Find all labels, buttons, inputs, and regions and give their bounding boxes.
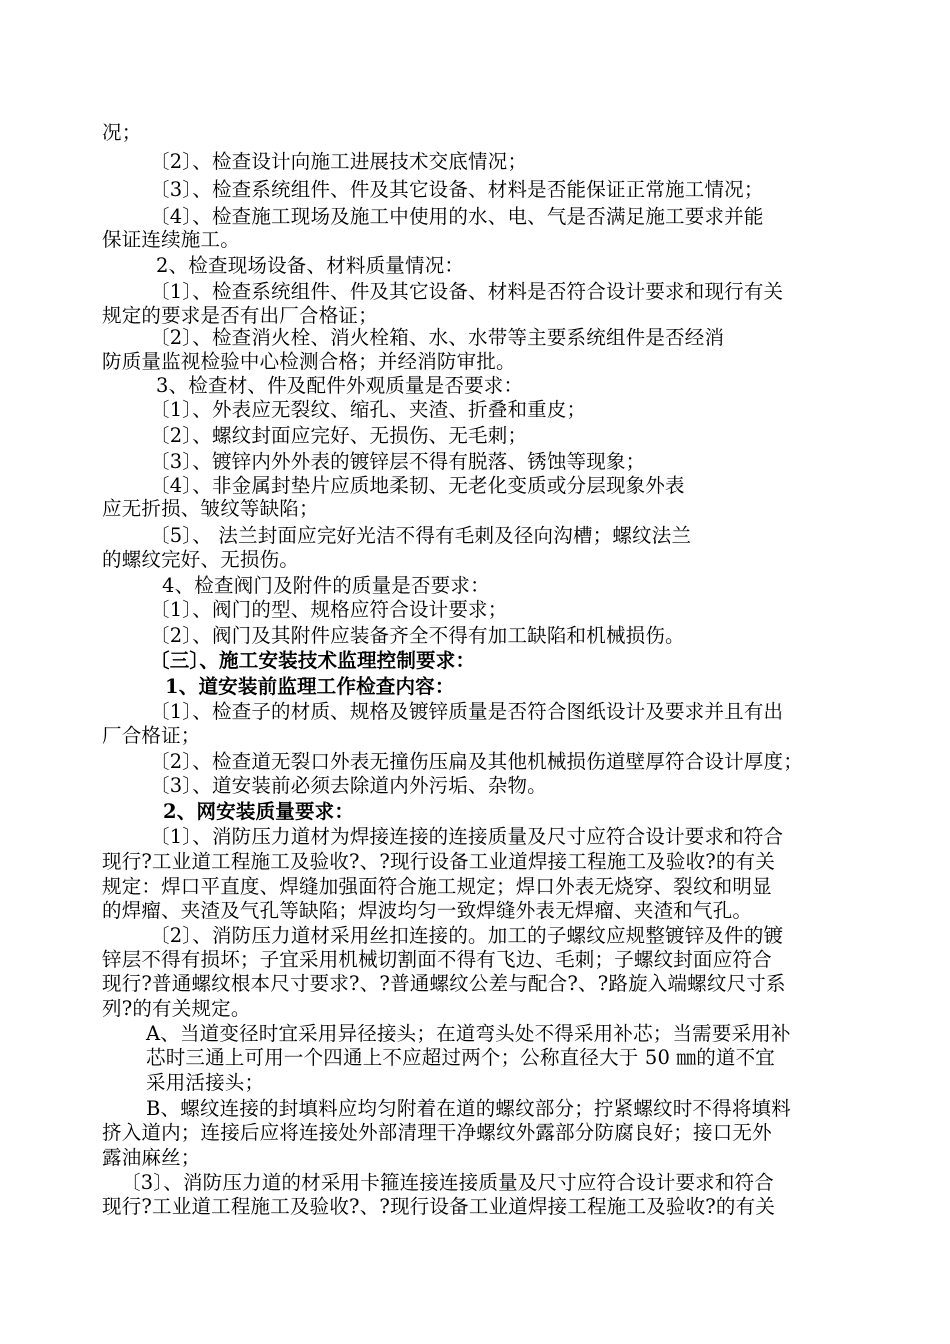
- text-line: 〔2〕、检查消火栓、消火栓箱、水、水带等主要系统组件是否经消: [150, 326, 725, 349]
- subsection-title: 1、道安装前监理工作检查内容：: [165, 675, 455, 698]
- text-line: 〔3〕、道安装前必须去除道内外污垢、杂物。: [150, 774, 547, 797]
- text-line: 〔2〕、检查设计向施工进展技术交底情况；: [150, 150, 528, 173]
- text-line: 露油麻丝；: [102, 1146, 201, 1169]
- text-line: A、当道变径时宜采用异径接头；在道弯头处不得采用补芯；当需要采用补: [146, 1022, 791, 1045]
- text-line: 现行?工业道工程施工及验收?、?现行设备工业道焊接工程施工及验收?的有关: [102, 1195, 776, 1218]
- section-heading: 2、检查现场设备、材料质量情况：: [156, 254, 465, 277]
- section-heading: 3、检查材、件及配件外观质量是否要求：: [156, 374, 524, 397]
- text-line: 保证连续施工。: [102, 228, 240, 251]
- text-line: 〔3〕、检查系统组件、件及其它设备、材料是否能保证正常施工情况；: [150, 178, 764, 201]
- text-line: 〔1〕、消防压力道材为焊接连接的连接质量及尺寸应符合设计要求和符合: [150, 825, 784, 848]
- text-line: 现行?普通螺纹根本尺寸要求?、?普通螺纹公差与配合?、?路旋入端螺纹尺寸系: [102, 972, 786, 995]
- text-line: 〔1〕、阀门的型、规格应符合设计要求；: [150, 598, 508, 621]
- text-line: 锌层不得有损坏；子宜采用机械切割面不得有飞边、毛刺；子螺纹封面应符合: [102, 948, 772, 971]
- section-title: 〔三〕、施工安装技术监理控制要求：: [150, 649, 476, 672]
- text-line: 列?的有关规定。: [102, 997, 251, 1020]
- text-line: 〔1〕、检查系统组件、件及其它设备、材料是否符合设计要求和现行有关: [150, 280, 784, 303]
- text-line: 〔3〕、消防压力道的材采用卡箍连接连接质量及尺寸应符合设计要求和符合: [121, 1171, 774, 1194]
- text-line: 〔4〕、非金属封垫片应质地柔韧、无老化变质或分层现象外表: [150, 474, 685, 497]
- text-line: 芯时三通上可用一个四通上不应超过两个；公称直径大于 50 ㎜的道不宜: [146, 1046, 776, 1069]
- section-heading: 4、检查阀门及附件的质量是否要求：: [162, 574, 490, 597]
- text-line: 规定：焊口平直度、焊缝加强面符合施工规定；焊口外表无烧穿、裂纹和明显: [102, 875, 772, 898]
- text-line: 〔2〕、螺纹封面应完好、无损伤、无毛刺；: [150, 424, 528, 447]
- text-line: B、螺纹连接的封填料应均匀附着在道的螺纹部分；拧紧螺纹时不得将填料: [146, 1097, 791, 1120]
- text-line: 〔4〕、检查施工现场及施工中使用的水、电、气是否满足施工要求并能: [150, 205, 764, 228]
- text-line: 〔2〕、消防压力道材采用丝扣连接的。加工的子螺纹应规整镀锌及件的镀: [150, 924, 784, 947]
- text-line: 规定的要求是否有出厂合格证；: [102, 304, 378, 327]
- text-line: 采用活接头；: [146, 1071, 265, 1094]
- text-line: 〔5〕、 法兰封面应完好光洁不得有毛刺及径向沟槽；螺纹法兰: [150, 524, 692, 547]
- text-line: 应无折损、皱纹等缺陷；: [102, 497, 319, 520]
- text-line: 〔1〕、外表应无裂纹、缩孔、夹渣、折叠和重皮；: [150, 398, 587, 421]
- text-line: 厂合格证；: [102, 724, 201, 747]
- text-line: 〔1〕、检查子的材质、规格及镀锌质量是否符合图纸设计及要求并且有出: [150, 700, 784, 723]
- text-line: 的焊瘤、夹渣及气孔等缺陷；焊波均匀一致焊缝外表无焊瘤、夹渣和气孔。: [102, 899, 753, 922]
- text-line: 的螺纹完好、无损伤。: [102, 548, 300, 571]
- text-line: 〔2〕、检查道无裂口外表无撞伤压扁及其他机械损伤道壁厚符合设计厚度；: [150, 750, 803, 773]
- subsection-title: 2、网安装质量要求：: [163, 800, 355, 823]
- text-line: 况；: [102, 121, 142, 144]
- text-line: 〔2〕、阀门及其附件应装备齐全不得有加工缺陷和机械损伤。: [150, 624, 685, 647]
- text-line: 挤入道内；连接后应将连接处外部清理干净螺纹外露部分防腐良好；接口无外: [102, 1121, 772, 1144]
- text-line: 现行?工业道工程施工及验收?、?现行设备工业道焊接工程施工及验收?的有关: [102, 850, 776, 873]
- text-line: 防质量监视检验中心检测合格；并经消防审批。: [102, 350, 516, 373]
- text-line: 〔3〕、镀锌内外外表的镀锌层不得有脱落、锈蚀等现象；: [150, 450, 646, 473]
